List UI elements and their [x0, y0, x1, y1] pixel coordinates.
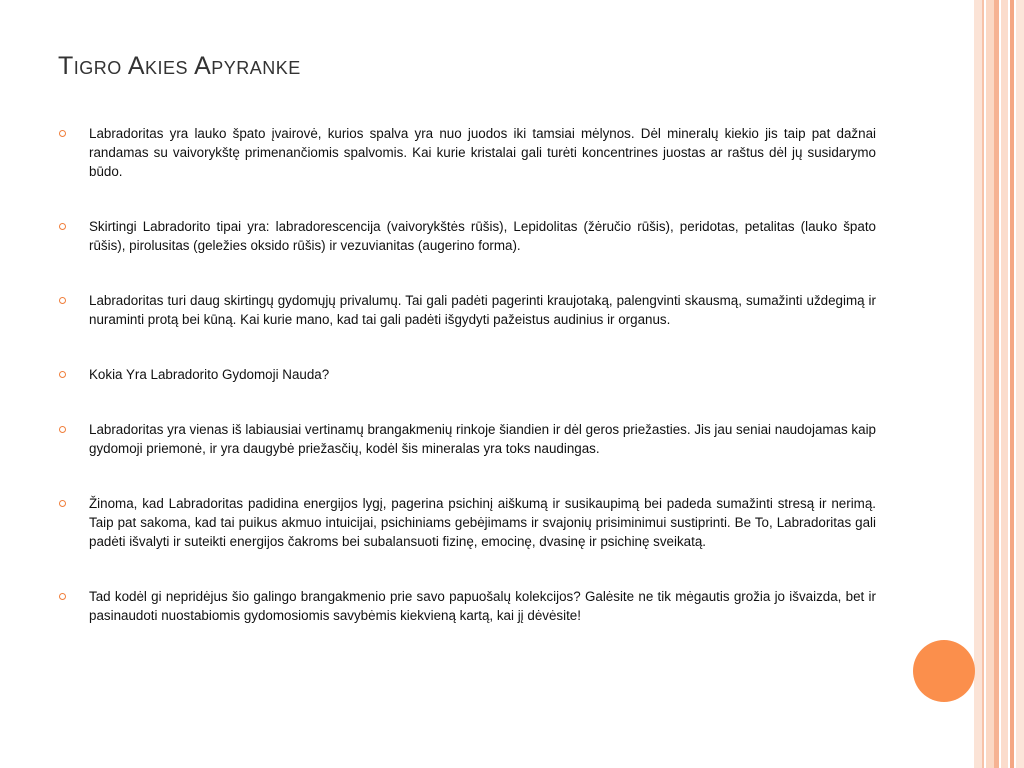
stripe	[1001, 0, 1008, 768]
bullet-circle-icon	[59, 223, 66, 230]
stripe	[982, 0, 984, 768]
stripe	[994, 0, 999, 768]
bullet-circle-icon	[59, 297, 66, 304]
bullet-text: Labradoritas turi daug skirtingų gydomųjų privalumų. Tai gali padėti pagerinti kraujotaką, palengvinti skausmą, sumažinti uždegimą ir nuraminti protą bei kūną. Kai kurie mano, kad tai gali padėti išgydyti pažeistus audinius ir organus.	[89, 293, 876, 327]
bullet-item	[58, 291, 876, 329]
bullet-text: Labradoritas yra vienas iš labiausiai vertinamų brangakmenių rinkoje šiandien ir dėl geros priežasties. Jis jau seniai naudojamas kaip gydomoji priemonė, ir yra daugybė priežasčių, kodėl šis mineralas yra toks naudingas.	[89, 422, 876, 456]
stripe	[1016, 0, 1024, 768]
decorative-side-stripes	[974, 0, 1024, 768]
bullet-text: Skirtingi Labradorito tipai yra: labradorescencija (vaivorykštės rūšis), Lepidolitas (žėručio rūšis), peridotas, petalitas (lauko špato rūšis), pirolusitas (geležies oksido rūšis) ir vezuvianitas (augerino forma).	[89, 219, 876, 253]
bullet-circle-icon	[59, 593, 66, 600]
bullet-item	[58, 494, 876, 551]
bullet-item	[58, 420, 876, 458]
bullet-text: Žinoma, kad Labradoritas padidina energijos lygį, pagerina psichinį aiškumą ir susikaupimą bei padeda sumažinti stresą ir nerimą. Taip pat sakoma, kad tai puikus akmuo intuicijai, psichiniams gebėjimams ir svajonių prisiminimui sustiprinti. Be To, Labradoritas gali padėti išvalyti ir suteikti energijos čakroms bei subalansuoti fizinę, emocinę, dvasinę ir psichinę sveikatą.	[89, 496, 876, 549]
decorative-orange-circle	[913, 640, 975, 702]
bullet-circle-icon	[59, 130, 66, 137]
stripe	[974, 0, 982, 768]
bullet-item	[58, 587, 876, 625]
stripe	[1010, 0, 1014, 768]
slide-title: Tigro Akies Apyranke	[58, 52, 301, 80]
bullet-item	[58, 365, 876, 384]
bullet-circle-icon	[59, 500, 66, 507]
bullet-circle-icon	[59, 371, 66, 378]
bullet-text: Tad kodėl gi nepridėjus šio galingo brangakmenio prie savo papuošalų kolekcijos? Galėsite ne tik mėgautis grožia jo išvaizda, bet ir pasinaudoti nuostabiomis gydomosiomis savybėmis kiekvieną kartą, kai jį dėvėsite!	[89, 589, 876, 623]
bullet-item	[58, 217, 876, 255]
bullet-item	[58, 124, 876, 181]
stripe	[986, 0, 994, 768]
bullet-text: Kokia Yra Labradorito Gydomoji Nauda?	[89, 367, 330, 382]
bullet-text: Labradoritas yra lauko špato įvairovė, kurios spalva yra nuo juodos iki tamsiai mėlynos. Dėl mineralų kiekio jis taip pat dažnai randamas su vaivorykštę primenančiomis spalvomis. Kai kurie kristalai gali turėti koncentrines juostas ar raštus dėl jų susidarymo būdo.	[89, 126, 876, 179]
bullet-circle-icon	[59, 426, 66, 433]
bullet-list	[58, 124, 876, 661]
